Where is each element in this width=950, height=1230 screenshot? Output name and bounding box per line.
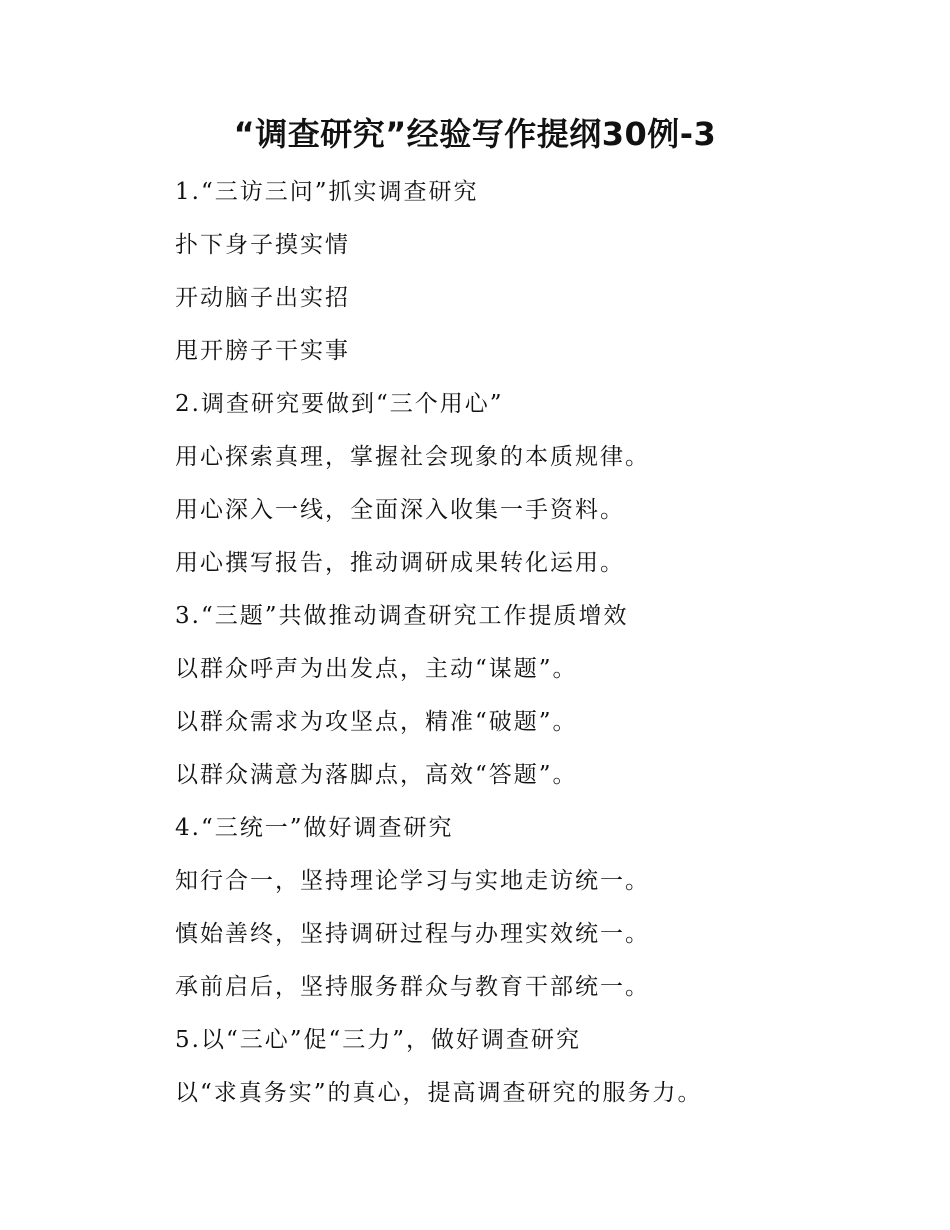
body-line: 承前启后，坚持服务群众与教育干部统一。 [175,974,650,1000]
body-line: 甩开膀子干实事 [175,338,350,364]
body-line: 以“求真务实”的真心，提高调查研究的服务力。 [175,1080,703,1106]
document-body [175,172,895,1126]
section-heading-3: 3.“三题”共做推动调查研究工作提质增效 [175,603,629,629]
body-line: 扑下身子摸实情 [175,232,350,258]
body-line: 以群众需求为攻坚点，精准“破题”。 [175,709,578,735]
document-title: “调查研究”经验写作提纲30例-3 [233,115,717,153]
section-heading-4: 4.“三统一”做好调查研究 [175,815,454,841]
section-heading-2: 2.调查研究要做到“三个用心” [175,391,504,417]
body-line: 以群众满意为落脚点，高效“答题”。 [175,762,578,788]
body-line: 知行合一，坚持理论学习与实地走访统一。 [175,868,650,894]
section-heading-1: 1.“三访三问”抓实调查研究 [175,179,479,205]
body-line: 用心深入一线，全面深入收集一手资料。 [175,497,625,523]
section-heading-5: 5.以“三心”促“三力”，做好调查研究 [175,1027,581,1053]
body-line: 用心探索真理，掌握社会现象的本质规律。 [175,444,650,470]
body-line: 用心撰写报告，推动调研成果转化运用。 [175,550,625,576]
body-line: 开动脑子出实招 [175,285,350,311]
body-line: 以群众呼声为出发点，主动“谋题”。 [175,656,578,682]
body-line: 慎始善终，坚持调研过程与办理实效统一。 [175,921,650,947]
